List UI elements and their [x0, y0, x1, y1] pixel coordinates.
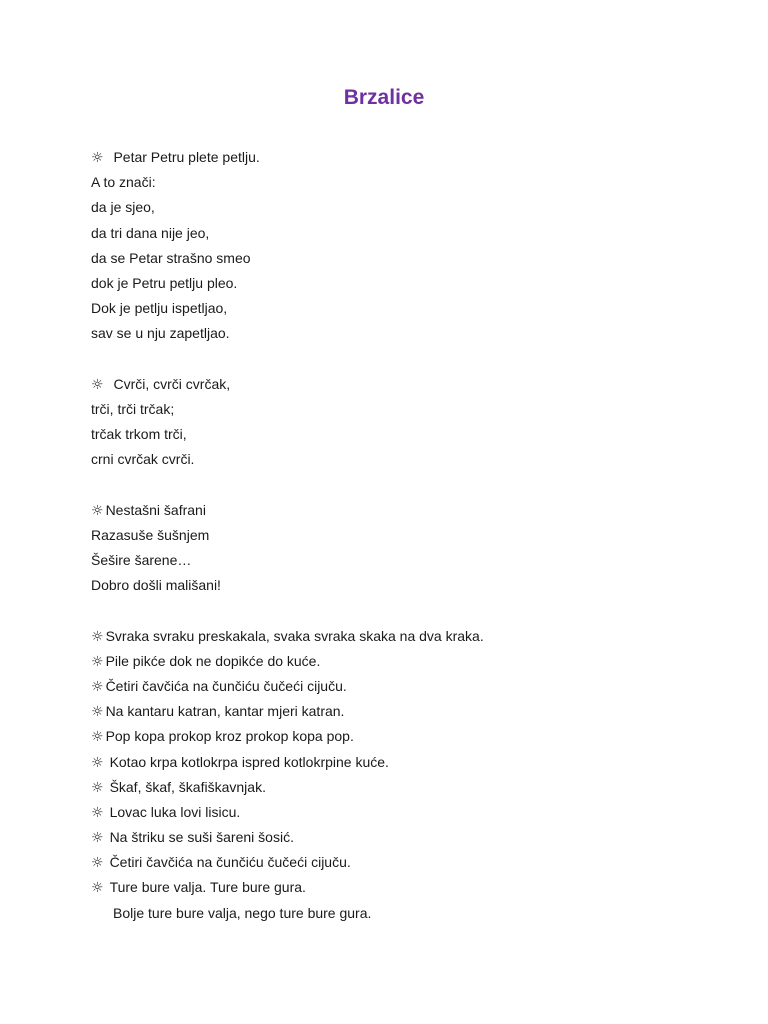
sun-bullet-icon: ☼	[91, 678, 104, 695]
stanza-text: Cvrči, cvrči cvrčak,	[113, 375, 231, 392]
sun-bullet-icon: ☼	[91, 502, 104, 519]
list-item-text: Ture bure valja. Ture bure gura.	[109, 879, 306, 896]
sun-bullet-icon: ☼	[91, 855, 104, 872]
list-item	[91, 624, 731, 649]
stanza-2-line: crni cvrčak cvrči.	[91, 451, 195, 468]
stanza-3-line: Šešire šarene…	[91, 552, 192, 568]
list-item-text: Svraka svraku preskakala, svaka svraka skaka na dva kraka.	[105, 627, 484, 644]
sun-bullet-icon: ☼	[91, 804, 104, 821]
page-title: Brzalice	[343, 86, 425, 109]
list-item-text: Škaf, škaf, škafiškavnjak.	[109, 778, 266, 795]
sun-bullet-icon: ☼	[91, 754, 104, 771]
list-item	[91, 699, 731, 724]
stanza-1-line: A to znači:	[91, 174, 156, 191]
stanza-3-line-1	[91, 498, 731, 523]
list-item-text: Četiri čavčića na čunčiću čučeći cijuču.	[105, 677, 347, 694]
list-item-text: Na kantaru katran, kantar mjeri katran.	[105, 703, 345, 720]
sun-bullet-icon: ☼	[91, 653, 104, 670]
stanza-spacer	[91, 472, 731, 497]
sun-bullet-icon: ☼	[91, 830, 104, 847]
sun-bullet-icon: ☼	[91, 704, 104, 721]
stanza-1-line-1	[91, 145, 731, 170]
list-item	[91, 825, 731, 850]
stanza-text: Petar Petru plete petlju.	[113, 149, 260, 165]
stanza-1-line: da se Petar strašno smeo	[91, 249, 251, 266]
list-item-text: Pop kopa prokop kroz prokop kopa pop.	[105, 728, 354, 745]
sun-bullet-icon: ☼	[91, 779, 104, 796]
stanza-3-line: Razasuše šušnjem	[91, 526, 210, 543]
stanza-2-line-1	[91, 372, 731, 397]
stanza-1-line: da tri dana nije jeo,	[91, 224, 210, 241]
sun-bullet-icon: ☼	[91, 880, 104, 897]
stanza-1-line: Dok je petlju ispetljao,	[91, 300, 228, 317]
list-item	[91, 775, 731, 800]
list-item	[91, 800, 731, 825]
stanza-spacer	[91, 347, 731, 372]
stanza-1-line: dok je Petru petlju pleo.	[91, 274, 238, 291]
sun-bullet-icon: ☼	[91, 150, 104, 166]
list-item	[91, 724, 731, 749]
list-item-text: Kotao krpa kotlokrpa ispred kotlokrpine kuće.	[109, 753, 389, 770]
list-item-text: Na štriku se suši šareni šosić.	[109, 829, 294, 846]
sun-bullet-icon: ☼	[91, 376, 104, 393]
list-item	[91, 875, 731, 900]
stanza-2-line: trči, trči trčak;	[91, 400, 175, 417]
list-item	[91, 649, 731, 674]
stanza-3-line: Dobro došli mališani!	[91, 577, 221, 594]
list-item-continuation: Bolje ture bure valja, nego ture bure gura.	[113, 904, 372, 921]
sun-bullet-icon: ☼	[91, 628, 104, 645]
stanza-1-line: sav se u nju zapetljao.	[91, 325, 230, 342]
list-item	[91, 750, 731, 775]
stanza-spacer	[91, 598, 731, 623]
list-item	[91, 674, 731, 699]
sun-bullet-icon: ☼	[91, 729, 104, 746]
stanza-text: Nestašni šafrani	[105, 501, 206, 518]
stanza-1-line: da je sjeo,	[91, 199, 155, 216]
document-body	[91, 145, 731, 926]
list-item-text: Lovac luka lovi lisicu.	[109, 803, 241, 820]
stanza-2-line: trčak trkom trči,	[91, 426, 187, 443]
list-item	[91, 850, 731, 875]
list-item-text: Pile pikće dok ne dopikće do kuće.	[105, 652, 321, 669]
list-item-text: Četiri čavčića na čunčiću čučeći cijuču.	[109, 854, 351, 871]
